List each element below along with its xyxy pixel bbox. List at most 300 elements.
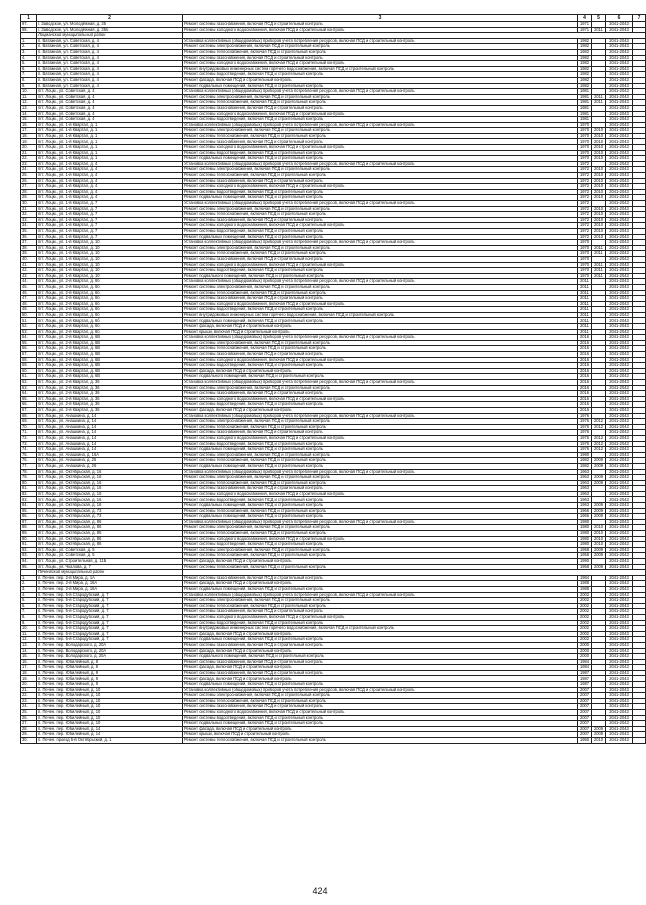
table-cell-p: 2041-2043	[606, 374, 633, 380]
table-cell-w: Ремонт фасада, включая ПСД и строительный контроль	[183, 665, 578, 671]
table-cell-p: 2041-2043	[606, 117, 633, 123]
table-cell-p: 2041-2043	[606, 553, 633, 559]
table-cell-w: Ремонт крыши, включая ПСД и строительный контроль	[183, 329, 578, 335]
table-cell-y: 1970	[578, 273, 592, 279]
table-cell-y: 1990	[578, 452, 592, 458]
table-cell-a: п. Печен. пер. 5-й Стародубский, д. 7	[37, 620, 183, 626]
table-cell-n: 79.	[21, 475, 37, 481]
table-cell-n: 30.	[21, 201, 37, 207]
table-cell-p: 2041-2043	[606, 61, 633, 67]
table-cell-p: 2041-2043	[606, 189, 633, 195]
table-cell-w: Ремонт системы газоснабжения, включая ПСД и строительный контроль	[183, 704, 578, 710]
table-cell-w: Ремонт системы газоснабжения, включая ПСД и строительный контроль	[183, 178, 578, 184]
table-cell-p: 2041-2043	[606, 508, 633, 514]
table-cell-p: 2041-2043	[606, 27, 633, 33]
table-cell-n: 6.	[21, 603, 37, 609]
table-cell-y2: 2009	[592, 547, 606, 553]
table-cell-y: 2000	[578, 648, 592, 654]
table-cell-a: пгт. Лоцм., ул. Анашкина, д. 16А	[37, 452, 183, 458]
table-cell-n: 74.	[21, 447, 37, 453]
table-cell-w: Ремонт системы холодного водоснабжения, включая ПСД и строительный контроль	[183, 536, 578, 542]
table-cell-a: пгт. Лоцм., ул. 1-й Квартал, д. 7	[37, 201, 183, 207]
table-cell-a: пгт. Лоцм., ул. Анашкина, д. 14	[37, 441, 183, 447]
table-cell-w: Ремонт фасада, включая ПСД и строительный контроль	[183, 368, 578, 374]
table-cell-w: Ремонт системы холодного водоснабжения, включая ПСД и строительный контроль	[183, 614, 578, 620]
table-cell-y: 1970	[578, 268, 592, 274]
table-cell-n: 98.	[21, 27, 37, 33]
table-cell-a: пгт. Лоцм., ул. Октябрьская, д. 86	[37, 536, 183, 542]
table-cell-n: 88.	[21, 525, 37, 531]
table-cell-a: пгт. Лоцм., ул. 1-й Квартал, д. 4	[37, 184, 183, 190]
table-cell-p: 2041-2043	[606, 55, 633, 61]
table-cell-a: пгт. Лоцм., ул. Чкалова, д. 7	[37, 564, 183, 570]
table-cell-y: 1970	[578, 256, 592, 262]
table-cell-y: 2011	[578, 301, 592, 307]
table-cell-w: Установка коллективных (общедомовых) приборов учета потребления ресурсов, включая ПСД и строительный контроль	[183, 201, 578, 207]
table-cell-a: пгт. Лоцм., ул. Советская, д. 4	[37, 111, 183, 117]
table-cell-n: 20.	[21, 682, 37, 688]
table-cell-y: 1970	[578, 128, 592, 134]
table-cell-y: 1972	[578, 178, 592, 184]
table-cell-w: Ремонт системы холодного водоснабжения, включая ПСД и строительный контроль	[183, 357, 578, 363]
table-cell-a: п. Ватажная, ул. Советская, д. 4	[37, 61, 183, 67]
table-cell-p: 2041-2043	[606, 480, 633, 486]
table-cell-y: 1972	[578, 189, 592, 195]
table-cell-y: 1972	[578, 184, 592, 190]
table-cell-w: Ремонт системы электроснабжения, включая ПСД и строительный контроль	[183, 245, 578, 251]
table-cell-y: 2002	[578, 631, 592, 637]
table-cell-w: Установка коллективных (общедомовых) приборов учета потребления ресурсов, включая ПСД и строительный контроль	[183, 687, 578, 693]
table-cell-y2: 2010	[592, 139, 606, 145]
table-cell-n: 14.	[21, 648, 37, 654]
page-number: 424	[312, 886, 328, 896]
table-cell-y: 2007	[578, 710, 592, 716]
table-cell-w: Ремонт фасада, включая ПСД и строительный контроль	[183, 631, 578, 637]
table-cell-n: 13.	[21, 105, 37, 111]
table-cell-w: Ремонт системы водоотведения, включая ПСД и строительный контроль	[183, 189, 578, 195]
table-cell-w: Установка коллективных (общедомовых) приборов учета потребления ресурсов, включая ПСД и строительный контроль	[183, 592, 578, 598]
table-cell-n: 71.	[21, 430, 37, 436]
table-cell-y: 2011	[578, 329, 592, 335]
table-cell-p: 2041-2043	[606, 626, 633, 632]
table-cell-w: Ремонт системы электроснабжения, включая ПСД и строительный контроль	[183, 44, 578, 50]
table-cell-w: Ремонт системы теплоснабжения, включая ПСД и строительный контроль	[183, 173, 578, 179]
table-cell-y: 1970	[578, 251, 592, 257]
table-cell-w: Ремонт системы теплоснабжения, включая ПСД и строительный контроль	[183, 738, 578, 744]
table-cell-y: 1976	[578, 441, 592, 447]
table-cell-n: 8.	[21, 614, 37, 620]
table-cell-a: пгт. Лоцм., ул. Советская, д. 4	[37, 117, 183, 123]
table-cell-a: п. Печен. пер. Юбилейный, д. 14	[37, 726, 183, 732]
table-cell-y: 1958	[578, 564, 592, 570]
table-cell-y: 1966	[578, 514, 592, 520]
table-cell-p: 2041-2043	[606, 357, 633, 363]
table-cell-y2: 2009	[592, 458, 606, 464]
table-cell-a: пгт. Лоцм., ул. Октябрьская, д. 16	[37, 475, 183, 481]
table-cell-a: пгт. Лоцм., ул. 2-й Квартал, д. 6В	[37, 368, 183, 374]
table-cell-a: пгт. Лоцм., ул. 2-й Квартал, д. 6В	[37, 335, 183, 341]
table-cell-n: 70.	[21, 424, 37, 430]
table-cell-w: Ремонт системы холодного водоснабжения, включая ПСД и строительный контроль	[183, 435, 578, 441]
table-cell-n: 65.	[21, 396, 37, 402]
table-cell-n: 12.	[21, 637, 37, 643]
table-cell-n: 38.	[21, 245, 37, 251]
table-cell-y: 2007	[578, 698, 592, 704]
table-cell-y2: 2010	[592, 223, 606, 229]
table-cell-a: пгт. Лоцм., ул. 2-й Квартал, д. 6б	[37, 312, 183, 318]
table-cell-p: 2041-2043	[606, 670, 633, 676]
table-cell-p: 2041-2043	[606, 279, 633, 285]
table-cell-y: 2002	[578, 592, 592, 598]
table-cell-y2: 2010	[592, 189, 606, 195]
table-cell-w: Ремонт системы холодного водоснабжения, включая ПСД и строительный контроль	[183, 491, 578, 497]
table-cell-a: пгт. Лоцм., ул. Советская, д. 4	[37, 94, 183, 100]
table-cell-a: п. Печен. пер. Юбилейный, д. 10	[37, 704, 183, 710]
table-cell-p: 2041-2043	[606, 380, 633, 386]
table-cell-n: 27.	[21, 721, 37, 727]
table-cell-y2: 2011	[592, 268, 606, 274]
table-cell-y: 1982	[578, 77, 592, 83]
table-cell-n: 2.	[21, 581, 37, 587]
table-cell-p: 2041-2043	[606, 458, 633, 464]
table-cell-a: пгт. Лоцм., ул. 1-й Квартал, д. 7	[37, 234, 183, 240]
table-cell-y: 2016	[578, 391, 592, 397]
table-cell-y2: 2010	[592, 128, 606, 134]
table-cell-w: Ремонт системы холодного водоснабжения, включая ПСД и строительный контроль	[183, 111, 578, 117]
table-cell-y: 1982	[578, 61, 592, 67]
table-cell-a: п. Печен. пер. 5-й Стародубский, д. 7	[37, 598, 183, 604]
table-cell-y: 2002	[578, 598, 592, 604]
table-cell-p: 2041-2043	[606, 363, 633, 369]
table-cell-n: 23.	[21, 698, 37, 704]
table-cell-y: 2016	[578, 335, 592, 341]
table-cell-p: 2041-2043	[606, 335, 633, 341]
table-cell-y: 1982	[578, 463, 592, 469]
table-cell-a: пгт. Лоцм., ул. 1-й Квартал, д. 10	[37, 256, 183, 262]
table-cell-p: 2041-2043	[606, 307, 633, 313]
table-cell-n: 19.	[21, 676, 37, 682]
table-cell-p: 2041-2043	[606, 167, 633, 173]
table-cell-w: Установка коллективных (общедомовых) приборов учета потребления ресурсов, включая ПСД и строительный контроль	[183, 122, 578, 128]
table-cell-n: 15.	[21, 117, 37, 123]
table-cell-n: 93.	[21, 553, 37, 559]
table-cell-a: пгт. Лоцм., ул. 1-й Квартал, д. 7	[37, 212, 183, 218]
table-cell-y: 1982	[578, 38, 592, 44]
table-cell-n: 55.	[21, 340, 37, 346]
table-cell-p: 2041-2043	[606, 536, 633, 542]
table-cell-n: 46.	[21, 290, 37, 296]
table-cell-p: 2041-2043	[606, 301, 633, 307]
table-cell-n: 20.	[21, 145, 37, 151]
table-cell-y: 1981	[578, 100, 592, 106]
table-cell-n: 30.	[21, 738, 37, 744]
table-cell-p: 2041-2043	[606, 441, 633, 447]
table-cell-a: пгт. Лоцм., ул. Анашкина, д. 26	[37, 458, 183, 464]
table-cell-y: 2016	[578, 346, 592, 352]
table-cell-p: 2041-2043	[606, 497, 633, 503]
table-cell-w: Ремонт системы газоснабжения, включая ПСД и строительный контроль	[183, 659, 578, 665]
table-cell-p: 2041-2043	[606, 161, 633, 167]
table-cell-w: Ремонт системы теплоснабжения, включая ПСД и строительный контроль	[183, 553, 578, 559]
table-cell-a: п. Печен. пер. Юбилейный, д. 8	[37, 665, 183, 671]
table-cell-w: Установка коллективных (общедомовых) приборов учета потребления ресурсов, включая ПСД и строительный контроль	[183, 89, 578, 95]
table-cell-a: пгт. Лоцм., ул. 1-й Квартал, д. 4	[37, 167, 183, 173]
table-cell-y: 1987	[578, 676, 592, 682]
table-cell-y: 2011	[578, 279, 592, 285]
table-cell-y: 1982	[578, 83, 592, 89]
table-cell-y: 1963	[578, 503, 592, 509]
table-cell-y: 1980	[578, 536, 592, 542]
table-cell-p: 2041-2043	[606, 396, 633, 402]
table-cell-y: 1970	[578, 240, 592, 246]
table-cell-y2: 2011	[592, 245, 606, 251]
table-cell-p: 2041-2043	[606, 312, 633, 318]
table-cell-y2: 2010	[592, 542, 606, 548]
table-cell-y: 1970	[578, 150, 592, 156]
table-cell-a: пгт. Лоцм., ул. 2-й Квартал, д. 6В	[37, 346, 183, 352]
table-cell-p: 2041-2043	[606, 559, 633, 565]
table-cell-w: Ремонт системы газоснабжения, включая ПСД и строительный контроль	[183, 296, 578, 302]
table-cell-y: 1972	[578, 167, 592, 173]
table-cell-a: п. Печен. пер. Юбилейный, д. 10	[37, 710, 183, 716]
table-cell-p: 2041-2043	[606, 83, 633, 89]
table-cell-a: пгт. Лоцм., ул. 2-й Квартал, д. 6В	[37, 340, 183, 346]
table-cell-y: 2002	[578, 609, 592, 615]
table-cell-a: п. Печен. пер. 2-й Мира, д. 1А	[37, 575, 183, 581]
table-cell-n: 26.	[21, 715, 37, 721]
table-cell-w: Ремонт системы газоснабжения, включая ПСД и строительный контроль	[183, 486, 578, 492]
table-cell-w: Ремонт системы газоснабжения, включая ПСД и строительный контроль	[183, 22, 578, 28]
table-cell-a: пгт. Лоцм., ул. 1-й Квартал, д. 7	[37, 223, 183, 229]
table-cell-y: 1984	[578, 659, 592, 665]
table-cell-w: Ремонт системы холодного водоснабжения, включая ПСД и строительный контроль	[183, 301, 578, 307]
table-cell-n: 67.	[21, 407, 37, 413]
table-cell-a: пгт. Лоцм., ул. 1-й Квартал, д. 4	[37, 195, 183, 201]
table-cell-w: Ремонт фасада, включая ПСД и строительный контроль	[183, 581, 578, 587]
table-cell-a: пгт. Лоцм., ул. 2-й Квартал, д. 6б	[37, 329, 183, 335]
table-cell-a: п. Печен. пер. 5-й Стародубский, д. 7	[37, 637, 183, 643]
table-cell-y: 1982	[578, 49, 592, 55]
table-cell-w: Ремонт системы газоснабжения, включая ПСД и строительный контроль	[183, 575, 578, 581]
table-cell-a: пгт. Лоцм., ул. Анашкина, д. 14	[37, 447, 183, 453]
table-cell-n: 85.	[21, 508, 37, 514]
table-cell-y: 1984	[578, 665, 592, 671]
table-cell-n: 90.	[21, 536, 37, 542]
table-cell-n: 62.	[21, 380, 37, 386]
table-cell-a: пгт. Лоцм., ул. Анашкина, д. 14	[37, 424, 183, 430]
table-cell-n: 42.	[21, 268, 37, 274]
table-cell-a: пгт. Лоцм., ул. Анашкина, д. 14	[37, 419, 183, 425]
table-cell-y: 2011	[578, 307, 592, 313]
table-cell-p: 2041-2043	[606, 318, 633, 324]
table-cell-p: 2041-2043	[606, 435, 633, 441]
table-cell-p: 2041-2043	[606, 44, 633, 50]
table-cell-a: пгт. Лоцм., ул. Советская, д. 4	[37, 89, 183, 95]
table-cell-p: 2041-2043	[606, 547, 633, 553]
table-cell-a: п. Ватажная, ул. Советская, д. 4	[37, 77, 183, 83]
document-sheet	[20, 14, 641, 887]
table-cell-n: 68.	[21, 413, 37, 419]
table-cell-a: п. Печен. пер. 5-й Стародубский, д. 7	[37, 603, 183, 609]
table-cell-w: Ремонт подвальных помещений, включая ПСД и строительный контроль	[183, 195, 578, 201]
table-cell-a: п. Ватажная, ул. Советская, д. 4	[37, 55, 183, 61]
table-cell-p: 2041-2043	[606, 614, 633, 620]
table-cell-a: пгт. Лоцм., ул. 1-й Квартал, д. 10	[37, 245, 183, 251]
table-cell-p: 2041-2043	[606, 564, 633, 570]
table-cell-y: 2002	[578, 637, 592, 643]
table-cell-w: Установка коллективных (общедомовых) приборов учета потребления ресурсов, включая ПСД и строительный контроль	[183, 161, 578, 167]
table-cell-y: 1963	[578, 486, 592, 492]
table-cell-p: 2041-2043	[606, 491, 633, 497]
table-cell-y2: 2009	[592, 508, 606, 514]
table-cell-w: Ремонт подвальных помещений, включая ПСД и строительный контроль	[183, 514, 578, 520]
table-cell-a: пгт. Лоцм., ул. 2-й Квартал, д. 36	[37, 380, 183, 386]
table-cell-w: Ремонт фасада, включая ПСД и строительный контроль	[183, 77, 578, 83]
table-cell-n: 54.	[21, 335, 37, 341]
table-cell-y: 1972	[578, 195, 592, 201]
table-cell-p: 2041-2043	[606, 698, 633, 704]
table-row	[21, 738, 646, 744]
table-cell-n: 75.	[21, 452, 37, 458]
table-cell-y2: 2010	[592, 536, 606, 542]
table-cell-y: 1981	[578, 94, 592, 100]
table-cell-y2: 2009	[592, 553, 606, 559]
table-cell-p: 2041-2043	[606, 368, 633, 374]
table-cell-y: 1950	[578, 738, 592, 744]
header-cell: 2	[37, 15, 183, 22]
table-cell-a: п. Печен. пер. Володарского, д. 20А	[37, 642, 183, 648]
table-cell-p: 2041-2043	[606, 38, 633, 44]
table-cell-p: 2041-2043	[606, 721, 633, 727]
table-cell-a: г. Заводское, ул. Молодёжная, д. 35б	[37, 27, 183, 33]
table-cell-n: 50.	[21, 312, 37, 318]
table-cell-p: 2041-2043	[606, 201, 633, 207]
table-cell-p: 2041-2043	[606, 195, 633, 201]
table-cell-p: 2041-2043	[606, 128, 633, 134]
table-cell-y: 1982	[578, 66, 592, 72]
table-cell-n: 4.	[21, 55, 37, 61]
table-cell-y: 1958	[578, 553, 592, 559]
table-cell-p: 2041-2043	[606, 575, 633, 581]
table-cell-a: пгт. Лоцм., ул. 1-й Квартал, д. 4	[37, 189, 183, 195]
table-cell-w: Ремонт системы теплоснабжения, включая ПСД и строительный контроль	[183, 100, 578, 106]
table-cell-n: 69.	[21, 419, 37, 425]
table-cell-w: Ремонт системы газоснабжения, включая ПСД и строительный контроль	[183, 430, 578, 436]
table-cell-n: 7.	[21, 609, 37, 615]
table-cell-y: 1958	[578, 547, 592, 553]
table-header-row	[21, 15, 646, 22]
table-cell-n: 25.	[21, 710, 37, 716]
table-cell-p: 2041-2043	[606, 133, 633, 139]
table-cell-n: 15.	[21, 654, 37, 660]
table-cell-y2: 2010	[592, 738, 606, 744]
table-cell-a: пгт. Лоцм., ул. 2-й Квартал, д. 6б	[37, 301, 183, 307]
table-cell-w: Ремонт системы электроснабжения, включая ПСД и строительный контроль	[183, 475, 578, 481]
table-cell-w: Ремонт системы водоотведения, включая ПСД и строительный контроль	[183, 363, 578, 369]
table-cell-y2: 2010	[592, 217, 606, 223]
table-cell-y: 1982	[578, 55, 592, 61]
table-cell-y2: 2010	[592, 173, 606, 179]
table-cell-p: 2041-2043	[606, 228, 633, 234]
table-cell-n: 91.	[21, 542, 37, 548]
table-cell-n: 39.	[21, 251, 37, 257]
table-cell-p: 2041-2043	[606, 402, 633, 408]
table-cell-n: 2.	[21, 44, 37, 50]
table-cell-n: 87.	[21, 519, 37, 525]
table-cell-p: 2041-2043	[606, 603, 633, 609]
table-cell-w: Ремонт системы холодного водоснабжения, включая ПСД и строительный контроль	[183, 61, 578, 67]
table-cell-n: 64.	[21, 391, 37, 397]
table-cell-a: г. Заводское, ул. Молодёжная, д. 35	[37, 22, 183, 28]
table-cell-y: 1980	[578, 531, 592, 537]
table-cell-y: 2007	[578, 715, 592, 721]
table-cell-y2: 2010	[592, 531, 606, 537]
table-cell-a: пгт. Лоцм., ул. 1-й Квартал, д. 10	[37, 273, 183, 279]
table-cell-y: 1976	[578, 430, 592, 436]
table-cell-w: Ремонт внутридомовых инженерных систем горячего водоснабжения, включая ПСД и строительный контроль	[183, 312, 578, 318]
table-cell-y: 2002	[578, 620, 592, 626]
table-cell-p: 2041-2043	[606, 693, 633, 699]
table-cell-y: 1970	[578, 139, 592, 145]
table-cell-a: пгт. Лоцм., ул. 2-й Квартал, д. 36	[37, 385, 183, 391]
table-cell-y2: 2012	[592, 424, 606, 430]
table-cell-w: Ремонт системы теплоснабжения, включая ПСД и строительный контроль	[183, 290, 578, 296]
table-cell-y: 1972	[578, 217, 592, 223]
table-cell-n: 95.	[21, 564, 37, 570]
table-cell-w: Установка коллективных (общедомовых) приборов учета потребления ресурсов, включая ПСД и строительный контроль	[183, 413, 578, 419]
table-cell-w: Ремонт системы холодного водоснабжения, включая ПСД и строительный контроль	[183, 145, 578, 151]
table-cell-n: 80.	[21, 480, 37, 486]
table-cell-a: пгт. Лоцм., ул. 2-й Квартал, д. 6В	[37, 357, 183, 363]
table-cell-a: пгт. Лоцм., ул. 1-й Квартал, д. 1	[37, 122, 183, 128]
table-cell-p: 2041-2043	[606, 77, 633, 83]
table-cell-a: пгт. Лоцм., ул. 1-й Квартал, д. 10	[37, 251, 183, 257]
table-cell-w: Ремонт подвального помещения, включая ПСД и строительный контроль	[183, 374, 578, 380]
table-cell-p: 2041-2043	[606, 586, 633, 592]
table-cell-a: пгт. Лоцм., ул. 1-й Квартал, д. 4	[37, 178, 183, 184]
table-cell-t	[633, 738, 646, 744]
section-title: Печенгский муниципальный район	[37, 570, 183, 576]
table-cell-n: 24.	[21, 704, 37, 710]
table-cell-y: 1963	[578, 475, 592, 481]
table-cell-n: 14.	[21, 111, 37, 117]
table-cell-p: 2041-2043	[606, 22, 633, 28]
table-cell-n: 41.	[21, 262, 37, 268]
table-cell-n: 11.	[21, 631, 37, 637]
table-cell-w: Ремонт системы электроснабжения, включая ПСД и строительный контроль	[183, 206, 578, 212]
table-cell-p: 2041-2043	[606, 178, 633, 184]
table-cell-n: 17.	[21, 128, 37, 134]
table-cell-a: пгт. Лоцм., ул. Октябрьская, д. 86	[37, 519, 183, 525]
table-cell-w: Ремонт системы водоотведения, включая ПСД и строительный контроль	[183, 620, 578, 626]
table-cell-a: пгт. Лоцм., ул. 1-й Квартал, д. 10	[37, 268, 183, 274]
table-cell-y: 1982	[578, 458, 592, 464]
table-cell-a: п. Печен. пер. 2-й Мира, д. 16А	[37, 586, 183, 592]
table-cell-a: п. Печен. пер. 5-й Стародубский, д. 7	[37, 614, 183, 620]
table-cell-y: 2016	[578, 396, 592, 402]
table-cell-n: 40.	[21, 256, 37, 262]
table-cell-a: пгт. Лоцм., ул. 1-й Квартал, д. 7	[37, 217, 183, 223]
table-cell-y: 1988	[578, 581, 592, 587]
table-cell-a: п. Печен. пер. Володарского, д. 20А	[37, 654, 183, 660]
table-cell-p: 2041-2043	[606, 519, 633, 525]
table-cell-w: Ремонт системы водоотведения, включая ПСД и строительный контроль	[183, 542, 578, 548]
table-cell-n: 37.	[21, 240, 37, 246]
table-cell-w: Ремонт подвального помещения, включая ПСД и строительный контроль	[183, 273, 578, 279]
table-cell-w: Ремонт системы газоснабжения, включая ПСД и строительный контроль	[183, 642, 578, 648]
table-cell-a: п. Печен. пер. 5-й Стародубский, д. 7	[37, 609, 183, 615]
table-cell-n: 4.	[21, 592, 37, 598]
